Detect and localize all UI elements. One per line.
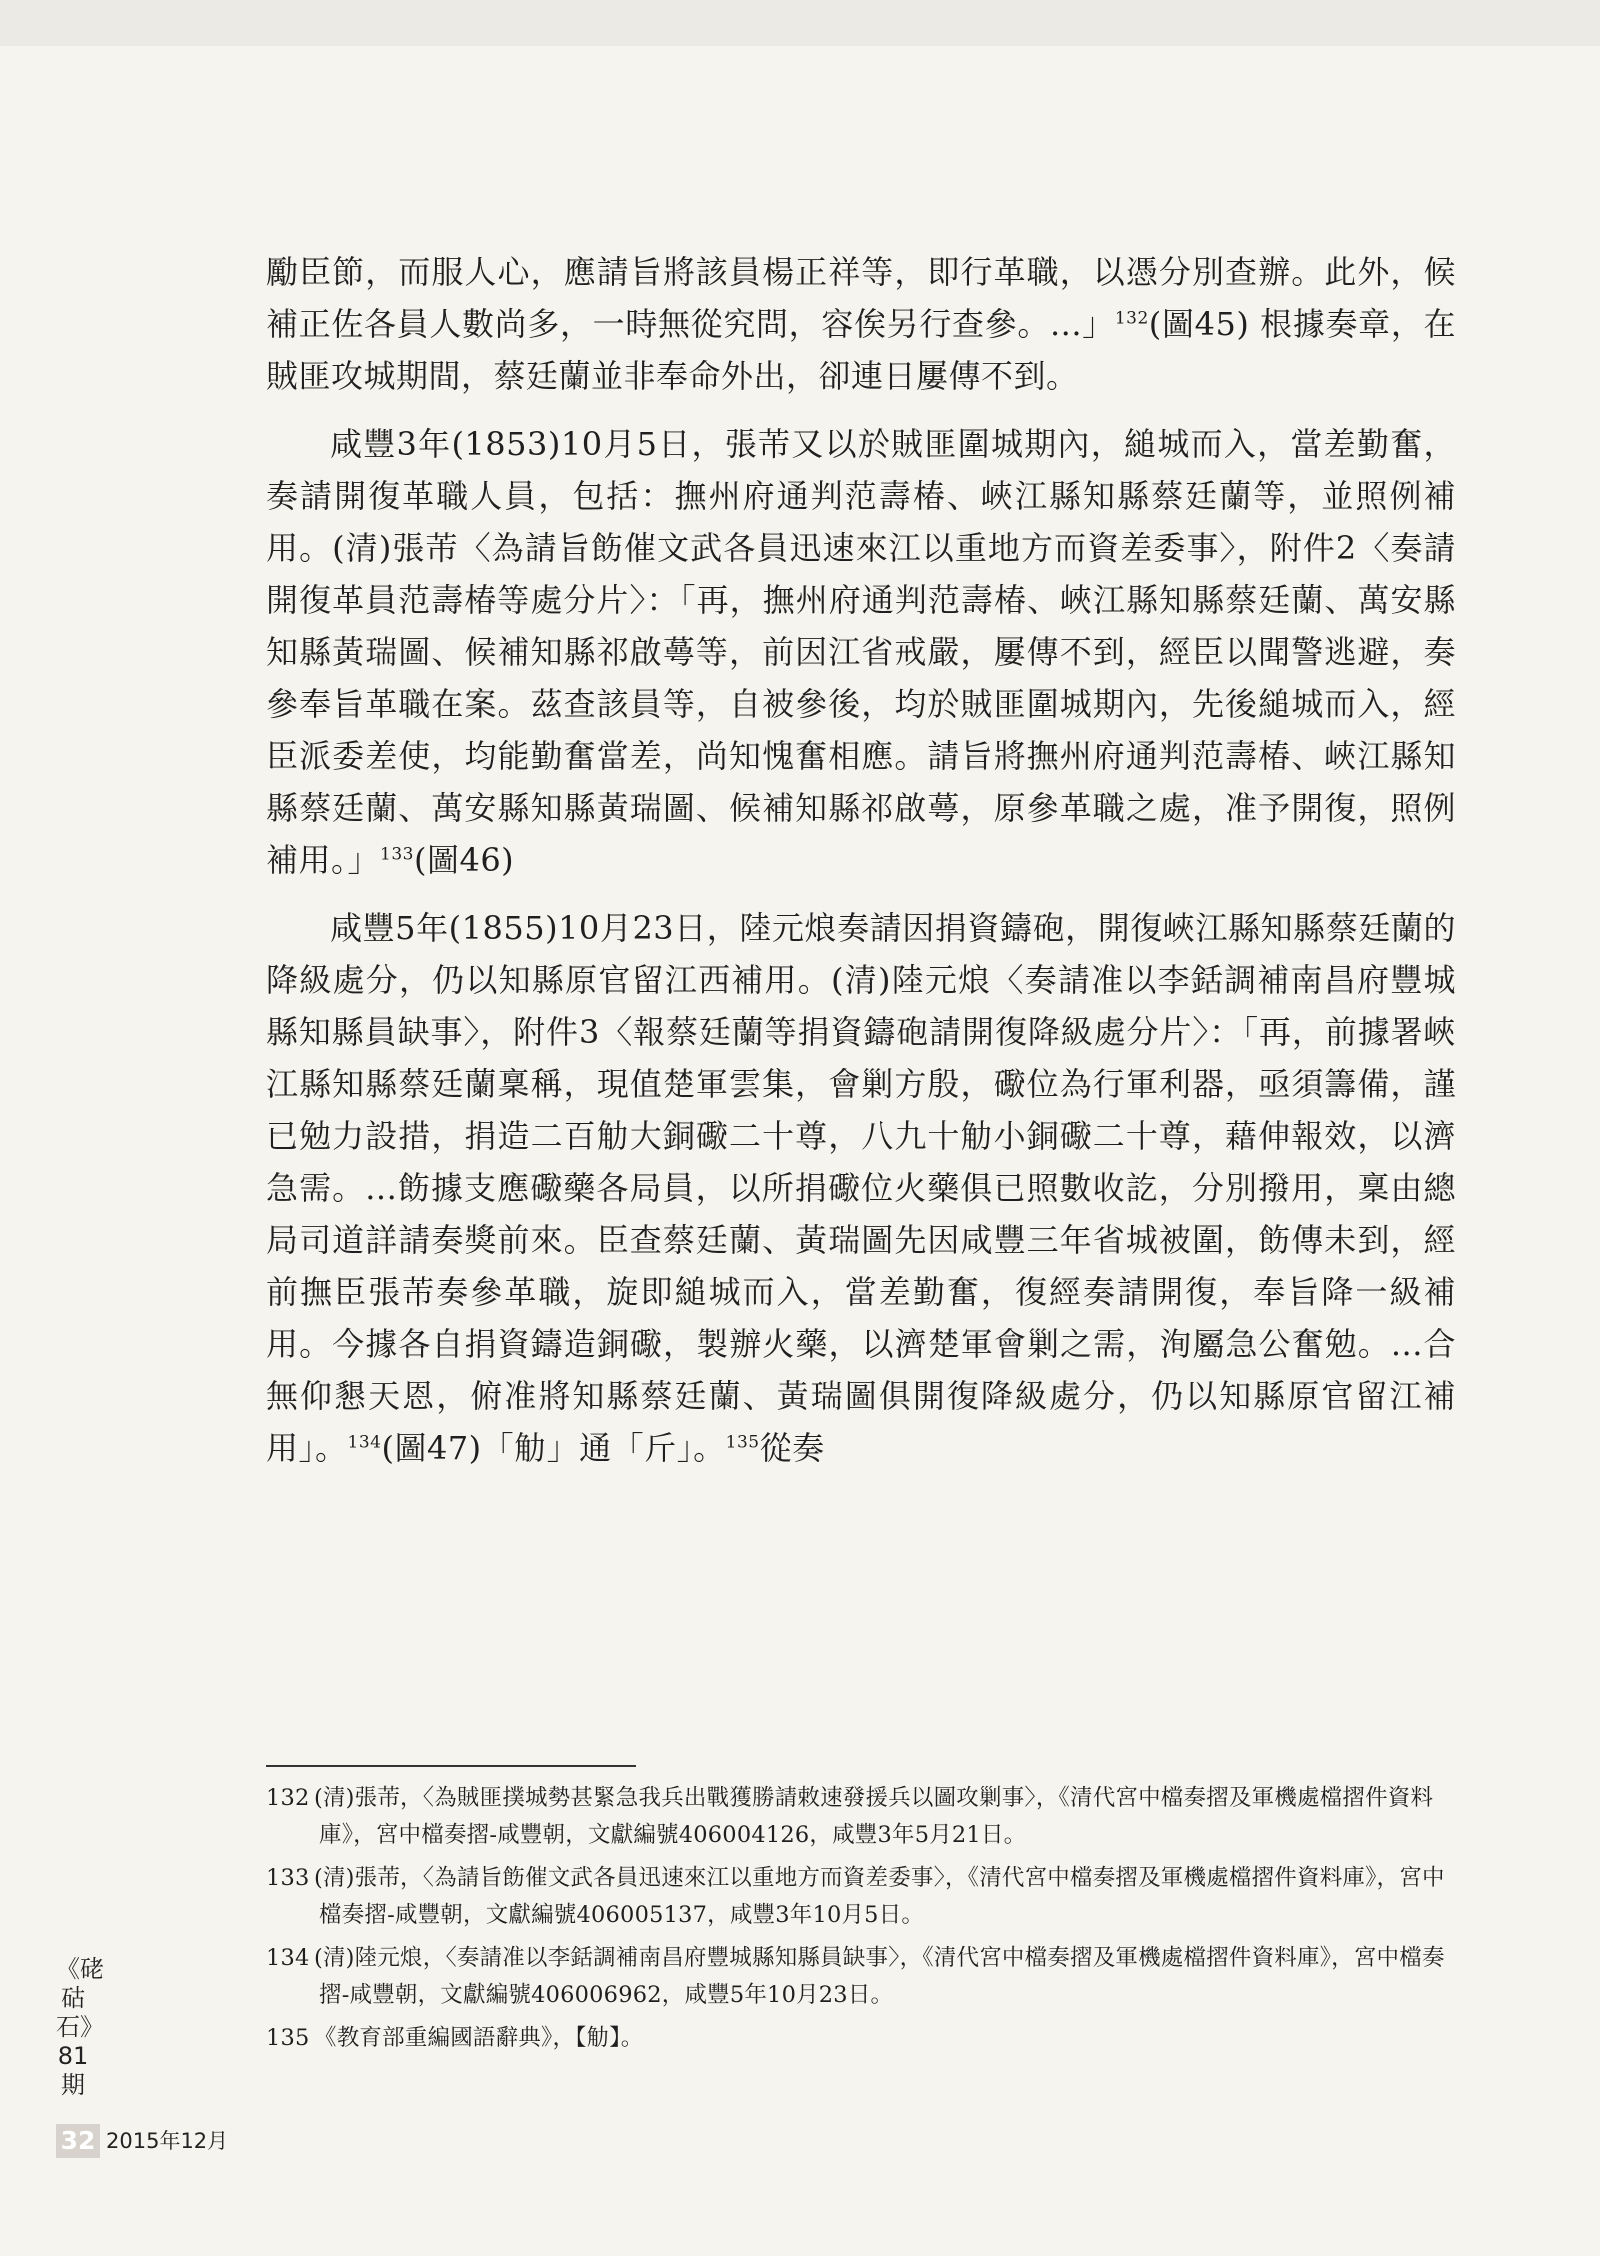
footnote-text: (清)張芾，〈為請旨飭催文武各員迅速來江以重地方而資差委事〉，《清代宮中檔奏摺及軍機處檔摺件資料庫》，宮中檔奏摺-咸豐朝，文獻編號406005137，咸豐3年10月5日。 [314,1865,1445,1928]
footnote-133 [266,1860,1456,1934]
paragraph-tail: (圖45) 根據奏章，在賊匪攻城期間，蔡廷蘭並非奉命外出，卻連日屢傳不到。 [266,305,1456,395]
footnote-132 [266,1780,1456,1854]
footnote-number: 133 [266,1865,310,1891]
scan-top-band [0,0,1600,46]
paragraph-text: 勵臣節，而服人心，應請旨將該員楊正祥等，即行革職，以憑分別查辦。此外，候補正佐各員人數尚多，一時無從究問，容俟另行查參。...」 [266,253,1456,343]
footnote-number: 134 [266,1945,310,1971]
footnotes [266,1780,1456,2063]
body-paragraph-3 [266,902,1456,1474]
paragraph-text: 咸豐5年(1855)10月23日，陸元烺奏請因捐資鑄砲，開復峽江縣知縣蔡廷蘭的降級處分，仍以知縣原官留江西補用。(清)陸元烺〈奏請准以李銛調補南昌府豐城縣知縣員缺事〉，附件3〈報蔡廷蘭等捐資鑄砲請開復降級處分片〉：「再，前據署峽江縣知縣蔡廷蘭稟稱，現值楚軍雲集，會剿方殷，礮位為行軍利器，亟須籌備，謹已勉力設措，捐造二百觔大銅礮二十尊，八九十觔小銅礮二十尊，藉伸報效，以濟急需。...飭據支應礮藥各局員，以所捐礮位火藥俱已照數收訖，分別撥用，稟由總局司道詳請奏獎前來。臣查蔡廷蘭、黃瑞圖先因咸豐三年省城被圍，飭傳未到，經前撫臣張芾奏參革職，旋即縋城而入，當差勤奮，復經奏請開復，奉旨降一級補用。今據各自捐資鑄造銅礮，製辦火藥，以濟楚軍會剿之需，洵屬急公奮勉。...合無仰懇天恩，俯准將知縣蔡廷蘭、黃瑞圖俱開復降級處分，仍以知縣原官留江補用」。 [266,909,1456,1467]
footnote-number: 132 [266,1785,310,1811]
journal-name: 《硓𥑮石》81期 [56,1955,104,2099]
footnote-text: (清)張芾，〈為賊匪撲城勢甚緊急我兵出戰獲勝請敕速發援兵以圖攻剿事〉，《清代宮中檔奏摺及軍機處檔摺件資料庫》，宮中檔奏摺-咸豐朝，文獻編號406004126，咸豐3年5月21日。 [314,1785,1434,1848]
page-number: 32 [56,2124,100,2158]
footnote-ref-132[interactable]: 132 [1114,308,1149,329]
body-paragraph-2 [266,418,1456,886]
issue-date: 2015年12月 [106,2129,229,2153]
article-body [266,246,1456,1474]
footnote-ref-135[interactable]: 135 [725,1432,760,1453]
footnote-134 [266,1940,1456,2014]
body-paragraph-1 [266,246,1456,402]
paragraph-text: 咸豐3年(1853)10月5日，張芾又以於賊匪圍城期內，縋城而入，當差勤奮，奏請開復革職人員，包括：撫州府通判范壽椿、峽江縣知縣蔡廷蘭等，並照例補用。(清)張芾〈為請旨飭催文武各員迅速來江以重地方而資差委事〉，附件2〈奏請開復革員范壽椿等處分片〉：「再，撫州府通判范壽椿、峽江縣知縣蔡廷蘭、萬安縣知縣黃瑞圖、候補知縣祁啟蕚等，前因江省戒嚴，屢傳不到，經臣以聞警逃避，奏參奉旨革職在案。茲查該員等，自被參後，均於賊匪圍城期內，先後縋城而入，經臣派委差使，均能勤奮當差，尚知愧奮相應。請旨將撫州府通判范壽椿、峽江縣知縣蔡廷蘭、萬安縣知縣黃瑞圖、候補知縣祁啟蕚，原參革職之處，准予開復，照例補用。」 [266,425,1456,879]
paragraph-tail-2: 從奏 [759,1429,825,1467]
footnote-divider [266,1765,636,1767]
footnote-text: 《教育部重編國語辭典》，【觔】。 [314,2025,644,2051]
footnote-text: (清)陸元烺，〈奏請准以李銛調補南昌府豐城縣知縣員缺事〉，《清代宮中檔奏摺及軍機處檔摺件資料庫》，宮中檔奏摺-咸豐朝，文獻編號406006962，咸豐5年10月23日。 [314,1945,1445,2008]
paragraph-tail: (圖46) [413,841,515,879]
footnote-135 [266,2020,1456,2057]
footnote-ref-134[interactable]: 134 [347,1432,382,1453]
footnote-ref-133[interactable]: 133 [380,844,414,865]
paragraph-tail: (圖47)「觔」通「斤」。 [381,1429,726,1467]
footnote-number: 135 [266,2025,310,2051]
